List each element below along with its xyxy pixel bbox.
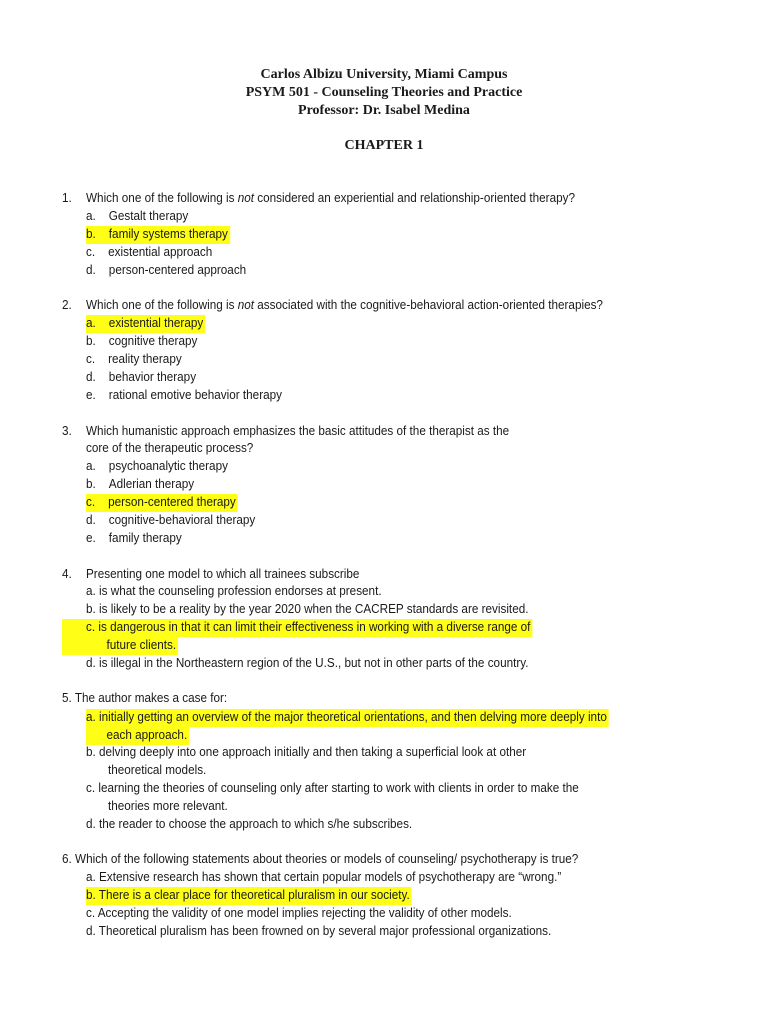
- option-a-highlighted: [86, 315, 205, 333]
- question-stem-line2: core of the therapeutic process?: [86, 441, 254, 455]
- stem-emphasis: not: [237, 191, 254, 205]
- university-name: Carlos Albizu University, Miami Campus: [260, 67, 508, 82]
- option-label: e.: [86, 531, 96, 545]
- option-text: existential therapy: [108, 316, 204, 330]
- option-label: d.: [86, 513, 96, 527]
- option-b: [86, 333, 197, 351]
- option-c-highlighted: [86, 494, 238, 512]
- option-b: b. is likely to be a reality by the year 2020 when the CACREP standards are revisited.: [86, 602, 529, 616]
- document-header: [0, 66, 768, 120]
- option-b: b. delving deeply into one approach initially and then taking a superficial look at other: [86, 745, 527, 759]
- option-label: c.: [86, 495, 96, 509]
- option-d: d. is illegal in the Northeastern region of the U.S., but not in other parts of the country.: [86, 656, 529, 670]
- option-label: c.: [86, 352, 96, 366]
- question-stem: [86, 297, 603, 315]
- option-text: cognitive therapy: [108, 334, 198, 348]
- option-d: [86, 262, 246, 280]
- option-e: [86, 387, 282, 405]
- option-a: [86, 458, 228, 476]
- option-c: [86, 244, 212, 262]
- stem-text: Which of the following statements about theories or models of counseling/ psychotherapy is true?: [75, 852, 579, 866]
- question-number: 6.: [62, 852, 72, 866]
- option-text: Adlerian therapy: [108, 477, 195, 491]
- option-text: reality therapy: [108, 352, 182, 366]
- question-stem: [62, 851, 578, 869]
- stem-text: Which one of the following is: [86, 191, 238, 205]
- option-label: b.: [86, 477, 96, 491]
- course-title: PSYM 501 - Counseling Theories and Practice: [245, 85, 523, 100]
- question-stem-line1: Which humanistic approach emphasizes the basic attitudes of the therapist as the: [86, 424, 510, 438]
- option-text: behavior therapy: [108, 370, 197, 384]
- option-c-continuation: theories more relevant.: [108, 799, 228, 813]
- professor-name: Professor: Dr. Isabel Medina: [298, 103, 470, 118]
- option-text: person-centered therapy: [108, 495, 236, 509]
- option-c-highlighted: c. is dangerous in that it can limit their effectiveness in working with a diverse range of: [86, 619, 532, 637]
- option-b-highlighted: [86, 226, 230, 244]
- highlight-band: [62, 619, 86, 655]
- option-b: [86, 476, 194, 494]
- question-number: 4.: [62, 567, 72, 581]
- option-label: e.: [86, 388, 96, 402]
- chapter-title: CHAPTER 1: [344, 138, 424, 153]
- option-d: [86, 369, 196, 387]
- option-label: a.: [86, 459, 96, 473]
- question-stem: [62, 690, 227, 708]
- option-c: [86, 351, 182, 369]
- option-text: family therapy: [108, 531, 182, 545]
- option-d: [86, 512, 255, 530]
- option-label: d.: [86, 263, 96, 277]
- option-label: b.: [86, 334, 96, 348]
- option-d: d. the reader to choose the approach to which s/he subscribes.: [86, 817, 413, 831]
- option-text: person-centered approach: [108, 263, 247, 277]
- option-c: c. learning the theories of counseling only after starting to work with clients in order to make the: [86, 781, 579, 795]
- stem-emphasis: not: [237, 298, 254, 312]
- option-text: cognitive-behavioral therapy: [108, 513, 256, 527]
- question-number: 3.: [62, 424, 72, 438]
- option-c: c. Accepting the validity of one model implies rejecting the validity of other models.: [86, 906, 512, 920]
- question-number: 5.: [62, 691, 72, 705]
- option-text: family systems therapy: [108, 227, 228, 241]
- option-label: a.: [86, 316, 96, 330]
- option-d: d. Theoretical pluralism has been frowned on by several major professional organizations.: [86, 924, 552, 938]
- option-text: Gestalt therapy: [108, 209, 189, 223]
- stem-text: considered an experiential and relationship-oriented therapy?: [253, 191, 575, 205]
- question-number: 1.: [62, 191, 72, 205]
- option-a-continuation: each approach.: [86, 727, 189, 745]
- question-number: 2.: [62, 298, 72, 312]
- option-a-highlighted: a. initially getting an overview of the major theoretical orientations, and then delving more deeply into: [86, 709, 609, 727]
- option-b-continuation: theoretical models.: [108, 763, 207, 777]
- stem-text: associated with the cognitive-behavioral action-oriented therapies?: [253, 298, 603, 312]
- option-label: c.: [86, 245, 96, 259]
- option-e: [86, 530, 182, 548]
- option-a: a. is what the counseling profession endorses at present.: [86, 584, 382, 598]
- option-text: psychoanalytic therapy: [108, 459, 228, 473]
- stem-text: The author makes a case for:: [74, 691, 228, 705]
- option-text: existential approach: [108, 245, 213, 259]
- option-label: b.: [86, 227, 96, 241]
- option-b-highlighted: b. There is a clear place for theoretical pluralism in our society.: [86, 887, 412, 905]
- stem-text: Which one of the following is: [86, 298, 238, 312]
- question-stem: [86, 190, 575, 208]
- question-stem: Presenting one model to which all trainees subscribe: [86, 567, 360, 581]
- option-label: a.: [86, 209, 96, 223]
- option-text: rational emotive behavior therapy: [108, 388, 282, 402]
- option-label: d.: [86, 370, 96, 384]
- option-c-continuation: future clients.: [86, 637, 178, 655]
- option-a: [86, 208, 188, 226]
- option-a: a. Extensive research has shown that certain popular models of psychotherapy are “wrong.”: [86, 870, 562, 884]
